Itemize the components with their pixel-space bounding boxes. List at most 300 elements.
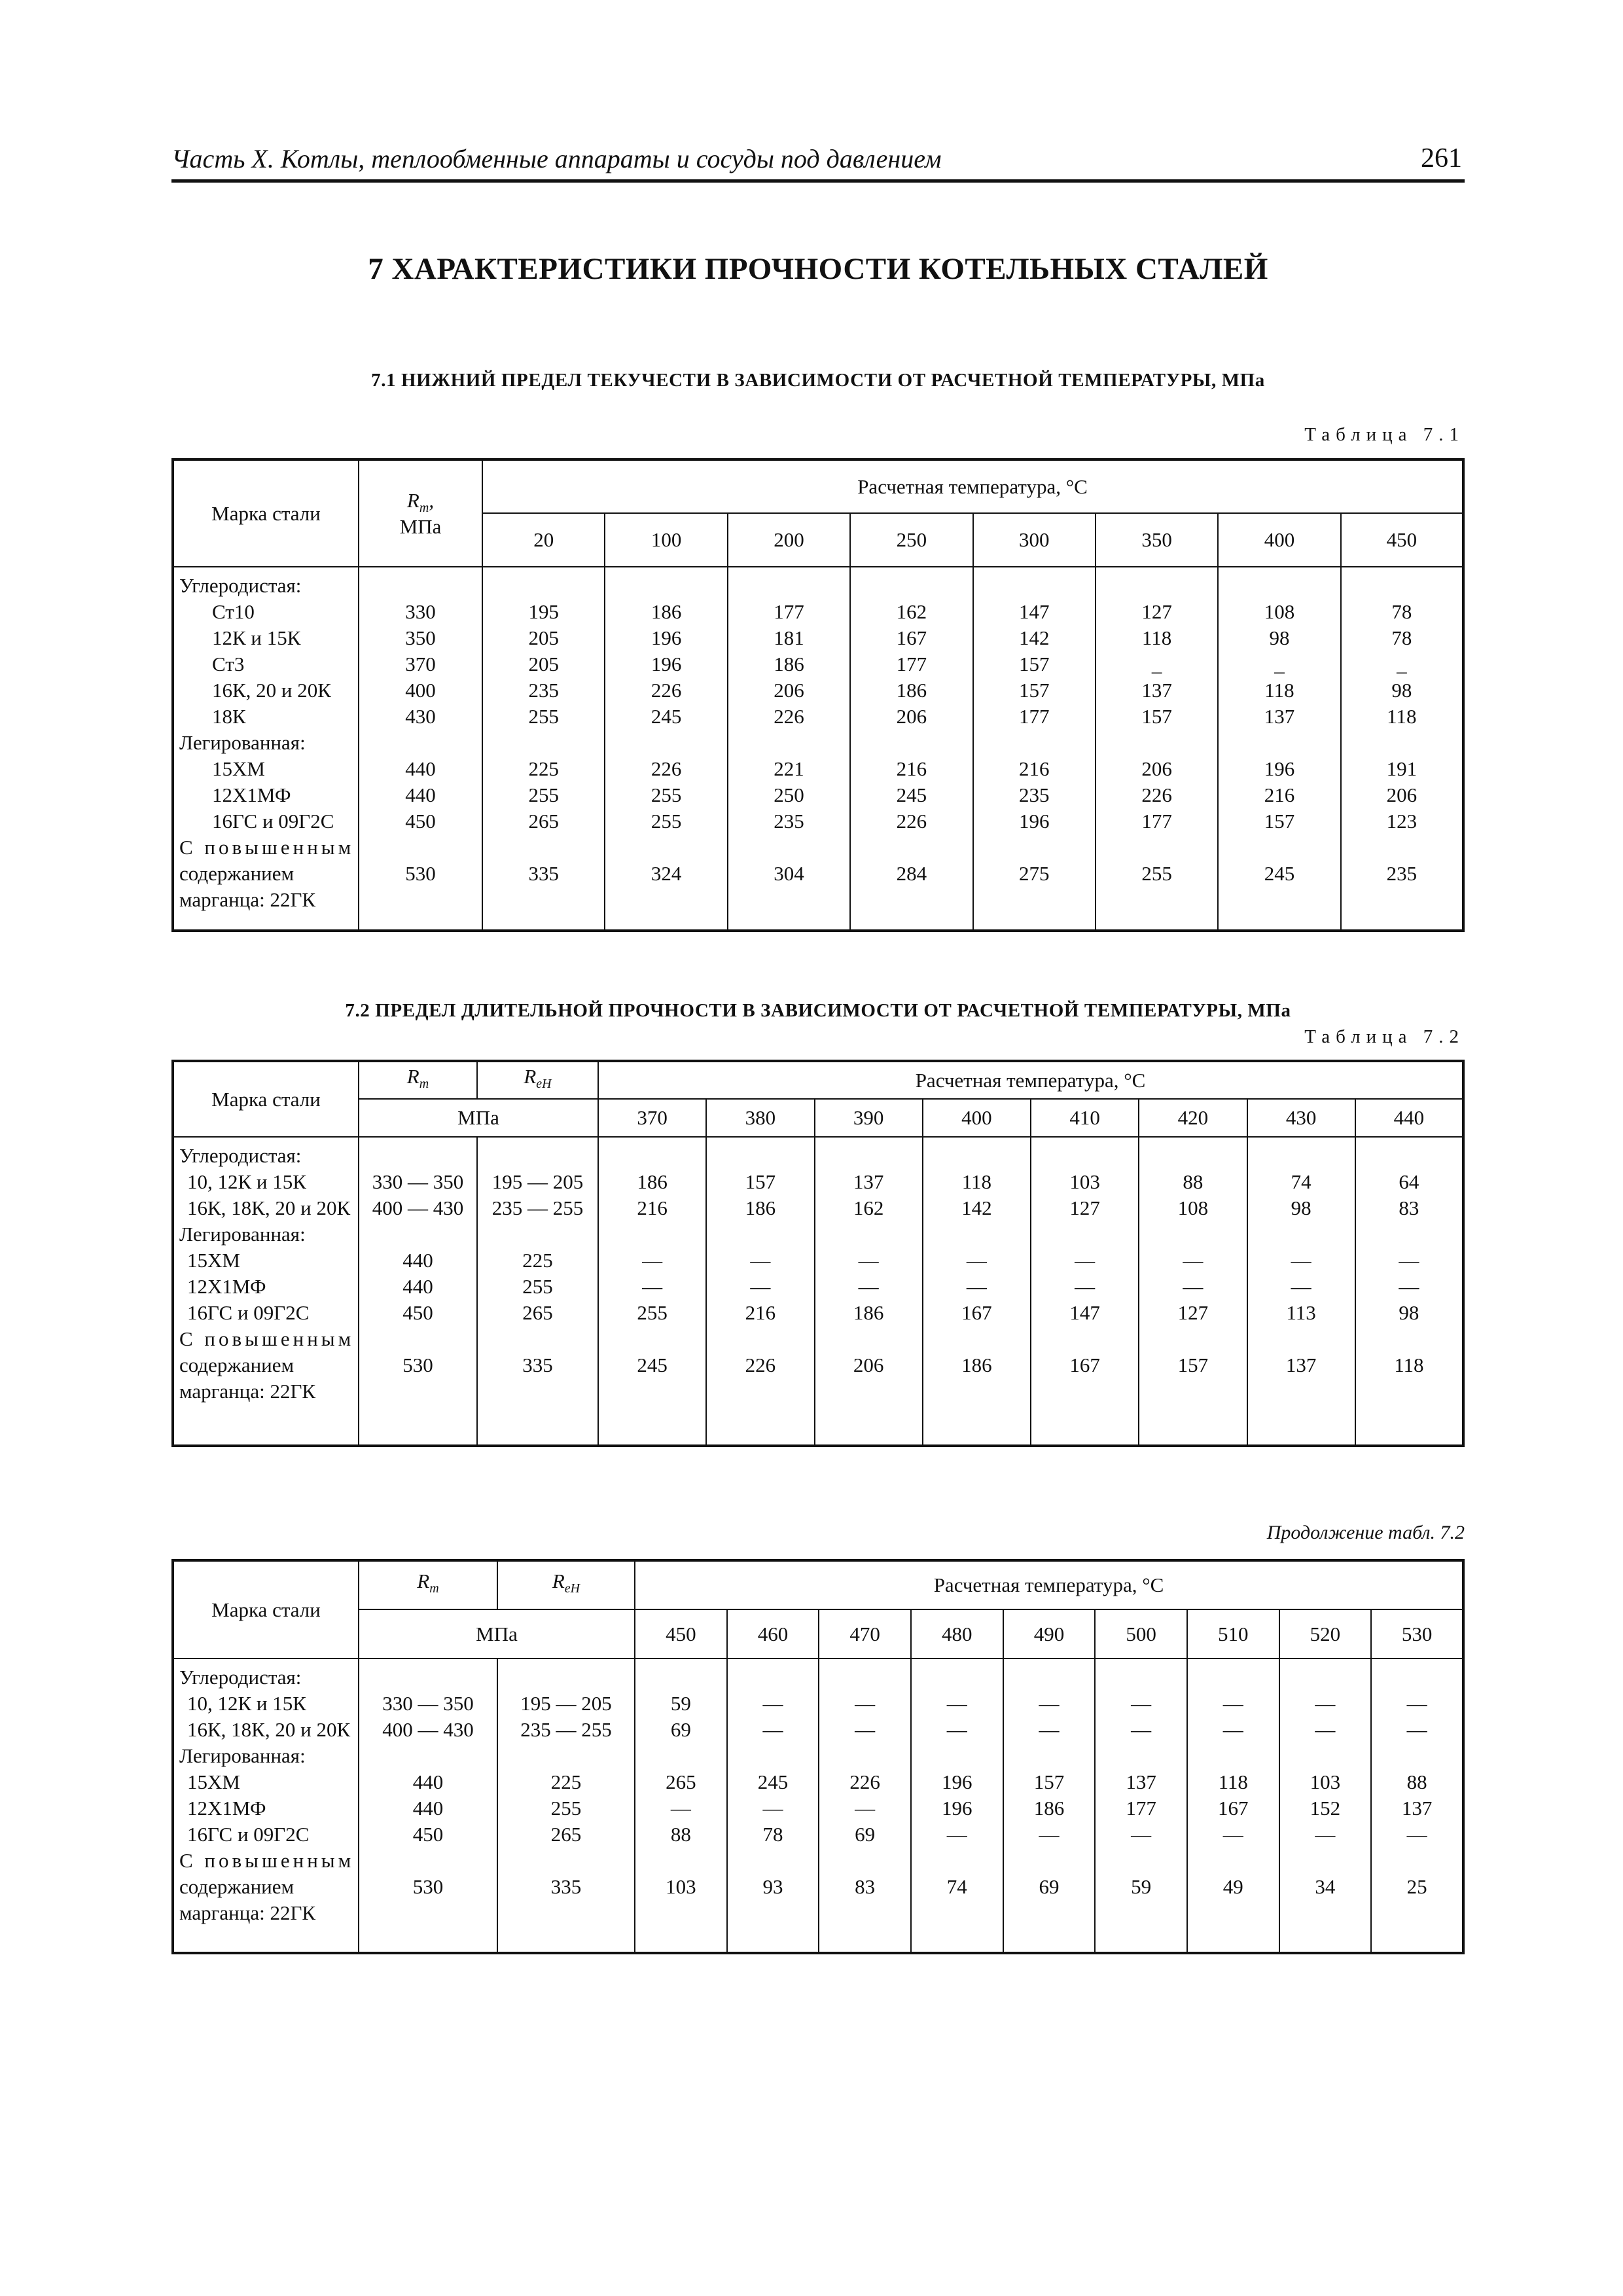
strength-value: 275 (1018, 862, 1050, 885)
grade-label: Ст3 (212, 653, 245, 675)
strength-value (1139, 1378, 1246, 1405)
temperature-value-column (1218, 567, 1340, 931)
strength-value: 196 (651, 626, 682, 649)
strength-value (1096, 1900, 1186, 1926)
reh-value: 195 — 205 (491, 1170, 584, 1193)
rm-value: 530 (412, 1875, 444, 1898)
reh-value: 195 — 205 (520, 1692, 612, 1715)
strength-value: — (1222, 1823, 1243, 1846)
strength-value (1219, 834, 1340, 861)
col-header-rm-unit: МПа (399, 514, 442, 538)
reh-value: 255 (522, 1275, 553, 1298)
grade-label: 15ХМ (187, 1770, 240, 1793)
reh-value (498, 1743, 634, 1769)
strength-value: 167 (961, 1301, 992, 1324)
strength-value (605, 573, 726, 599)
rm-value (359, 1664, 497, 1691)
running-head-title: Часть X. Котлы, теплообменные аппараты и сосуды под давлением (171, 144, 942, 173)
strength-value (815, 1143, 922, 1169)
strength-value: 181 (774, 626, 804, 649)
temperature-value-column (1139, 1137, 1247, 1446)
temp-header-cell: 420 (1139, 1099, 1247, 1137)
table-label-7-2-continued: Продолжение табл. 7.2 (1266, 1522, 1465, 1543)
strength-value (1219, 730, 1340, 756)
strength-value: 245 (1264, 862, 1295, 885)
rm-value: 440 (405, 783, 436, 806)
strength-value: 177 (774, 600, 804, 623)
strength-value: — (762, 1692, 783, 1715)
strength-value: 147 (1018, 600, 1050, 623)
strength-value: — (1039, 1718, 1060, 1741)
strength-value (707, 1378, 813, 1405)
strength-value (1031, 1326, 1138, 1352)
strength-value: — (1183, 1249, 1204, 1272)
strength-value: 98 (1291, 1196, 1311, 1219)
section-title-7-2: 7.2 ПРЕДЕЛ ДЛИТЕЛЬНОЙ ПРОЧНОСТИ В ЗАВИСИМОСТИ ОТ РАСЧЕТНОЙ ТЕМПЕРАТУРЫ, МПа (345, 1000, 1291, 1021)
rm-column (359, 1659, 497, 1953)
strength-value (1031, 1143, 1138, 1169)
reh-value: 235 — 255 (520, 1718, 612, 1741)
grade-column (173, 567, 359, 931)
strength-value: 157 (1033, 1770, 1065, 1793)
strength-value: 127 (1141, 600, 1172, 623)
strength-value: — (762, 1797, 783, 1820)
strength-value: 226 (745, 1354, 776, 1376)
col-header-reh: $R_{eH}$ (477, 1061, 598, 1099)
strength-value (728, 1848, 819, 1874)
rm-value: 450 (402, 1301, 433, 1324)
strength-value: 245 (757, 1770, 789, 1793)
strength-value: 98 (1391, 679, 1412, 702)
strength-value: 245 (637, 1354, 668, 1376)
strength-value: 206 (1141, 757, 1172, 780)
strength-value: 93 (762, 1875, 783, 1898)
grade-label: 15ХМ (187, 1249, 240, 1272)
grade-label: 12Х1МФ (212, 783, 291, 806)
strength-value: 255 (637, 1301, 668, 1324)
strength-value (1188, 1900, 1279, 1926)
strength-value: 196 (942, 1770, 972, 1793)
strength-value: 265 (666, 1770, 696, 1793)
strength-value: 25 (1406, 1875, 1427, 1898)
strength-value: 226 (896, 810, 927, 833)
temperature-value-column (1355, 1137, 1463, 1446)
rm-value (359, 1848, 497, 1874)
strength-value (599, 1143, 705, 1169)
strength-value: — (642, 1249, 663, 1272)
temp-header-cell: 380 (706, 1099, 814, 1137)
strength-value: 69 (1039, 1875, 1060, 1898)
strength-value (605, 730, 726, 756)
grade-label: 10, 12К и 15К (187, 1170, 306, 1193)
grade-label: Углеродистая: (179, 1666, 302, 1689)
strength-value: 186 (853, 1301, 884, 1324)
strength-value (1188, 1743, 1279, 1769)
strength-value: 206 (774, 679, 804, 702)
strength-value (923, 1221, 1030, 1247)
rm-value (359, 1326, 476, 1352)
strength-value (912, 1848, 1003, 1874)
reh-value: 225 (522, 1249, 553, 1272)
strength-value (851, 730, 972, 756)
strength-value: 206 (896, 705, 927, 728)
strength-value: — (946, 1718, 967, 1741)
strength-value: — (1075, 1249, 1096, 1272)
section-title-7-1: 7.1 НИЖНИЙ ПРЕДЕЛ ТЕКУЧЕСТИ В ЗАВИСИМОСТИ ОТ РАСЧЕТНОЙ ТЕМПЕРАТУРЫ, МПа (371, 370, 1265, 391)
strength-value: _ (1397, 653, 1407, 675)
rm-value: 330 (405, 600, 436, 623)
reh-value (498, 1848, 634, 1874)
temperature-value-column (605, 567, 727, 931)
strength-value: — (1039, 1823, 1060, 1846)
strength-value: 59 (670, 1692, 691, 1715)
temp-header-cell: 390 (815, 1099, 923, 1137)
reh-value (498, 1664, 634, 1691)
strength-value: 157 (1264, 810, 1295, 833)
strength-value: 186 (651, 600, 682, 623)
grade-label: марганца: 22ГК (179, 888, 316, 911)
long-term-strength-table-continued (171, 1559, 1465, 1954)
reh-value: 265 (550, 1823, 582, 1846)
strength-value (635, 1664, 726, 1691)
grade-label: содержанием (179, 1354, 294, 1376)
rm-value: 370 (405, 653, 436, 675)
strength-value (819, 1664, 910, 1691)
grade-label: 16ГС и 09Г2С (187, 1301, 310, 1324)
strength-value (1031, 1378, 1138, 1405)
strength-value (1096, 1743, 1186, 1769)
strength-value: 142 (961, 1196, 992, 1219)
strength-value: 137 (1401, 1797, 1433, 1820)
strength-value: 142 (1018, 626, 1050, 649)
strength-value (851, 887, 972, 913)
strength-value: 335 (528, 862, 559, 885)
strength-value: 265 (528, 810, 559, 833)
strength-value: — (1315, 1718, 1336, 1741)
temp-header-cell: 400 (923, 1099, 1031, 1137)
temperature-value-column (598, 1137, 706, 1446)
strength-value: — (1039, 1692, 1060, 1715)
strength-value: 78 (1391, 600, 1412, 623)
strength-value (1096, 730, 1217, 756)
strength-value (1342, 573, 1462, 599)
strength-value: 191 (1386, 757, 1418, 780)
strength-value: — (642, 1275, 663, 1298)
strength-value: 196 (1264, 757, 1295, 780)
strength-value (851, 834, 972, 861)
strength-value: — (855, 1797, 876, 1820)
grade-label: Ст10 (212, 600, 255, 623)
strength-value (1096, 887, 1217, 913)
strength-value: — (750, 1275, 771, 1298)
strength-value (635, 1848, 726, 1874)
strength-value (912, 1664, 1003, 1691)
grade-label: Легированная: (179, 731, 306, 754)
temperature-value-column (1031, 1137, 1139, 1446)
temp-header-cell: 490 (1003, 1609, 1096, 1659)
strength-value: 69 (670, 1718, 691, 1741)
grade-label: Легированная: (179, 1744, 306, 1767)
rm-value: 440 (405, 757, 436, 780)
grade-label: 16К, 18К, 20 и 20К (187, 1718, 351, 1741)
rm-value (359, 730, 482, 756)
temp-header-cell: 450 (1341, 513, 1463, 567)
temperature-value-column (1371, 1659, 1463, 1953)
temp-header-cell: 400 (1218, 513, 1340, 567)
temperature-value-column (482, 567, 605, 931)
strength-value: 118 (1394, 1354, 1424, 1376)
grade-label: 16К, 18К, 20 и 20К (187, 1196, 351, 1219)
strength-value (815, 1326, 922, 1352)
temperature-value-column (815, 1137, 923, 1446)
table-label-7-2: Таблица 7.2 (1304, 1026, 1465, 1047)
strength-value: 127 (1177, 1301, 1209, 1324)
col-header-rm: $R_m$ (359, 1061, 477, 1099)
col-header-rm: $R_m$ (359, 1560, 497, 1609)
strength-value: 186 (1033, 1797, 1065, 1820)
table-header-row (173, 459, 1463, 513)
temperature-value-column (973, 567, 1096, 931)
strength-value: — (1183, 1275, 1204, 1298)
reh-value (478, 1143, 597, 1169)
strength-value: 235 (1386, 862, 1418, 885)
rm-value: 450 (405, 810, 436, 833)
strength-value (483, 573, 604, 599)
temp-header-cell: 100 (605, 513, 727, 567)
strength-value: 216 (1018, 757, 1050, 780)
strength-value (1356, 1143, 1462, 1169)
strength-value: 196 (942, 1797, 972, 1820)
grade-label: 16ГС и 09Г2С (212, 810, 334, 833)
temp-header-cell: 510 (1187, 1609, 1279, 1659)
strength-value: — (966, 1275, 987, 1298)
strength-value: — (750, 1249, 771, 1272)
strength-value: 324 (651, 862, 682, 885)
strength-value: 255 (528, 705, 559, 728)
table-header-row (173, 1560, 1463, 1609)
strength-value (599, 1326, 705, 1352)
reh-value: 255 (550, 1797, 582, 1820)
reh-value: 335 (550, 1875, 582, 1898)
strength-value: 103 (666, 1875, 696, 1898)
strength-value: 88 (1406, 1770, 1427, 1793)
temp-header-cell: 430 (1247, 1099, 1355, 1137)
grade-label: 18К (212, 705, 246, 728)
strength-value (1219, 887, 1340, 913)
rm-value (359, 573, 482, 599)
grade-column (173, 1659, 359, 1953)
strength-value (819, 1743, 910, 1769)
rm-value: 440 (412, 1797, 444, 1820)
yield-strength-table (171, 458, 1465, 932)
temperature-value-column (1003, 1659, 1096, 1953)
strength-value (728, 1900, 819, 1926)
strength-value: — (1315, 1823, 1336, 1846)
strength-value (728, 1664, 819, 1691)
temp-header-cell: 300 (973, 513, 1096, 567)
strength-value: 98 (1399, 1301, 1419, 1324)
temp-header-cell: 410 (1031, 1099, 1139, 1137)
strength-value: 69 (855, 1823, 876, 1846)
strength-value (728, 730, 849, 756)
temperature-value-column (1096, 567, 1218, 931)
strength-value (483, 730, 604, 756)
grade-label: 12К и 15К (212, 626, 301, 649)
strength-value: 157 (1141, 705, 1172, 728)
col-header-temperature: Расчетная температура, °C (482, 459, 1463, 513)
strength-value (1004, 1848, 1095, 1874)
strength-value (1096, 834, 1217, 861)
strength-value: — (1222, 1718, 1243, 1741)
strength-value: 83 (1399, 1196, 1419, 1219)
strength-value: — (1075, 1275, 1096, 1298)
strength-value: 108 (1264, 600, 1295, 623)
strength-value (1248, 1378, 1355, 1405)
strength-value: 157 (745, 1170, 776, 1193)
strength-value (1096, 1848, 1186, 1874)
strength-value: 123 (1386, 810, 1418, 833)
strength-value: 137 (1126, 1770, 1156, 1793)
strength-value (819, 1900, 910, 1926)
chapter-title: 7 ХАРАКТЕРИСТИКИ ПРОЧНОСТИ КОТЕЛЬНЫХ СТАЛЕЙ (368, 252, 1268, 286)
col-header-grade: Марка стали (173, 459, 359, 567)
strength-value: 74 (946, 1875, 967, 1898)
strength-value (1372, 1900, 1462, 1926)
strength-value (1356, 1378, 1462, 1405)
strength-value: 216 (637, 1196, 668, 1219)
rm-value: 450 (412, 1823, 444, 1846)
strength-value (1356, 1326, 1462, 1352)
strength-value: — (858, 1249, 879, 1272)
strength-value: — (855, 1718, 876, 1741)
strength-value (707, 1326, 813, 1352)
strength-value: 177 (896, 653, 927, 675)
strength-value: 103 (1310, 1770, 1341, 1793)
strength-value (1139, 1143, 1246, 1169)
strength-value (1356, 1221, 1462, 1247)
strength-value: 205 (528, 653, 559, 675)
col-header-unit: МПа (359, 1099, 598, 1137)
strength-value: 255 (528, 783, 559, 806)
strength-value (483, 887, 604, 913)
strength-value: — (670, 1797, 691, 1820)
strength-value (599, 1378, 705, 1405)
grade-label: 16К, 20 и 20К (212, 679, 331, 702)
reh-column (497, 1659, 635, 1953)
strength-value: 137 (1264, 705, 1295, 728)
running-head (171, 136, 1465, 183)
strength-value: 118 (961, 1170, 992, 1193)
strength-value: — (1399, 1249, 1419, 1272)
strength-value (851, 573, 972, 599)
rm-value (359, 1221, 476, 1247)
strength-value: 255 (1141, 862, 1172, 885)
strength-value: 98 (1269, 626, 1290, 649)
temp-header-cell: 470 (819, 1609, 911, 1659)
strength-value: 118 (1264, 679, 1294, 702)
strength-value: 255 (651, 783, 682, 806)
strength-value: _ (1274, 653, 1285, 675)
strength-value: — (762, 1718, 783, 1741)
strength-value (1372, 1743, 1462, 1769)
strength-value: — (1291, 1275, 1311, 1298)
rm-value: 330 — 350 (382, 1692, 474, 1715)
temperature-value-column (1341, 567, 1463, 931)
strength-value: 177 (1018, 705, 1050, 728)
temp-header-cell: 520 (1279, 1609, 1372, 1659)
strength-value: 235 (528, 679, 559, 702)
strength-value: 226 (1141, 783, 1172, 806)
table-body-row (173, 567, 1463, 931)
strength-value (1342, 887, 1462, 913)
strength-value (1004, 1900, 1095, 1926)
strength-value: 216 (1264, 783, 1295, 806)
strength-value: 167 (1069, 1354, 1100, 1376)
temperature-header-row (173, 1099, 1463, 1137)
strength-value: 206 (1386, 783, 1418, 806)
temp-header-cell: 530 (1371, 1609, 1463, 1659)
strength-value: 284 (896, 862, 927, 885)
rm-value: 400 (405, 679, 436, 702)
grade-label: 15ХМ (212, 757, 265, 780)
grade-label: марганца: 22ГК (179, 1380, 316, 1403)
strength-value (635, 1900, 726, 1926)
temperature-value-column (727, 1659, 819, 1953)
strength-value (1280, 1664, 1371, 1691)
strength-value: 118 (1218, 1770, 1248, 1793)
strength-value: 34 (1315, 1875, 1336, 1898)
strength-value (635, 1743, 726, 1769)
strength-value: 78 (1391, 626, 1412, 649)
strength-value: 235 (774, 810, 804, 833)
strength-value (974, 887, 1095, 913)
strength-value (1248, 1221, 1355, 1247)
strength-value: 186 (774, 653, 804, 675)
strength-value: 245 (896, 783, 927, 806)
rm-value (359, 1378, 476, 1405)
strength-value: 177 (1126, 1797, 1156, 1820)
grade-label: С повышенным (179, 836, 355, 859)
temperature-value-column (1247, 1137, 1355, 1446)
strength-value (1004, 1743, 1095, 1769)
strength-value (1372, 1664, 1462, 1691)
strength-value (912, 1900, 1003, 1926)
strength-value: 206 (853, 1354, 884, 1376)
strength-value: 88 (670, 1823, 691, 1846)
strength-value (1004, 1664, 1095, 1691)
strength-value: 225 (528, 757, 559, 780)
col-header-rm (359, 459, 482, 567)
table-header-row (173, 1061, 1463, 1099)
strength-value: 113 (1286, 1301, 1316, 1324)
col-header-temperature: Расчетная температура, °C (635, 1560, 1463, 1609)
strength-value: 226 (651, 679, 682, 702)
temperature-value-column (911, 1659, 1003, 1953)
strength-value: 250 (774, 783, 804, 806)
strength-value: — (946, 1692, 967, 1715)
reh-column (477, 1137, 598, 1446)
temp-header-cell: 200 (728, 513, 850, 567)
strength-value: 216 (896, 757, 927, 780)
temperature-value-column (1095, 1659, 1187, 1953)
temp-header-cell: 480 (911, 1609, 1003, 1659)
strength-value: — (1222, 1692, 1243, 1715)
temperature-value-column (706, 1137, 814, 1446)
temp-header-cell: 500 (1095, 1609, 1187, 1659)
strength-value (923, 1378, 1030, 1405)
strength-value (1188, 1848, 1279, 1874)
strength-value: 186 (637, 1170, 668, 1193)
